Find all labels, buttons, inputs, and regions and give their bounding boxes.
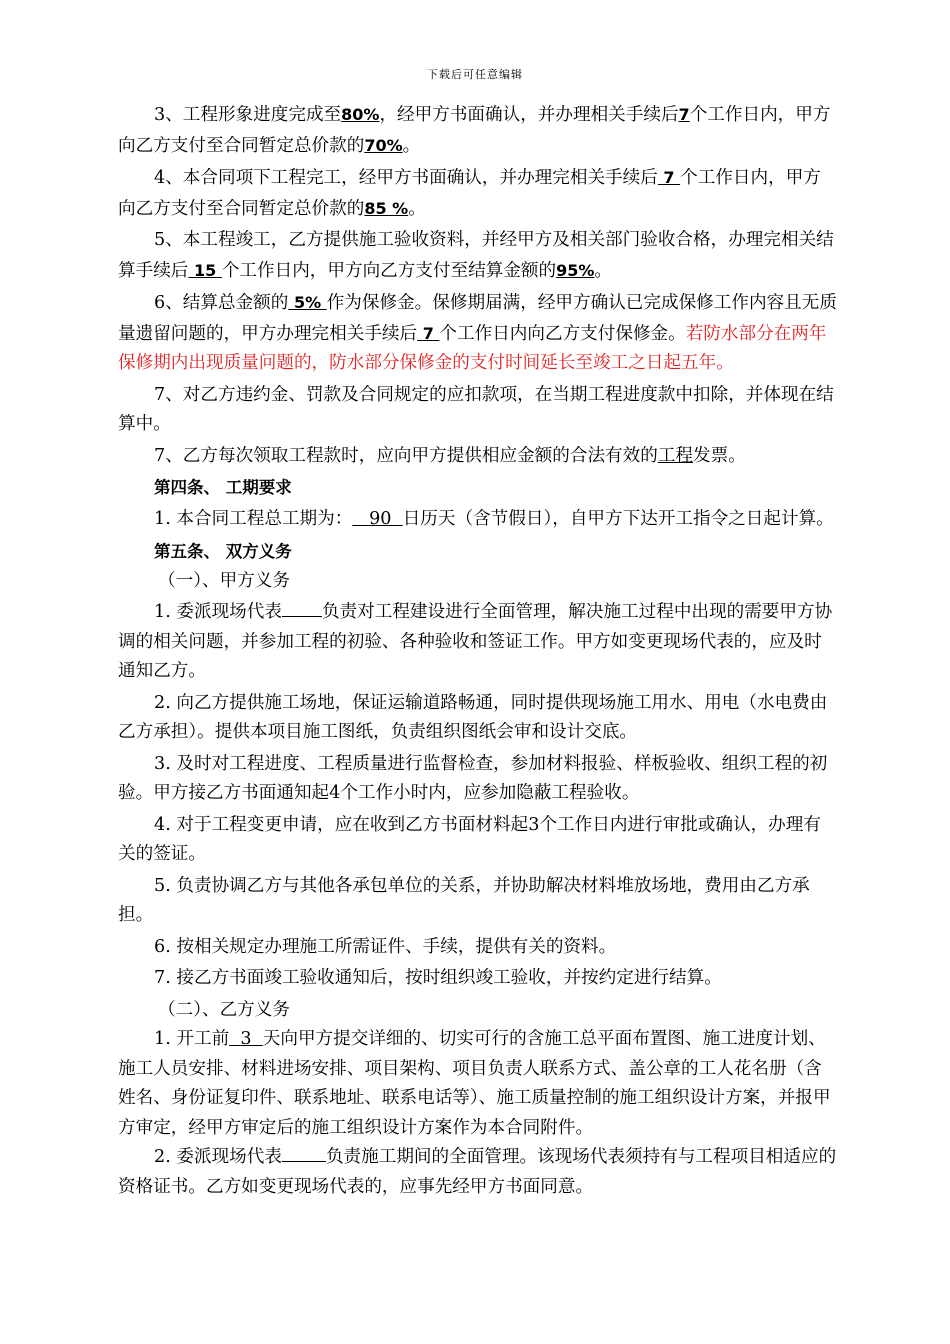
party-b-duty-2: 2. 委派现场代表 负责施工期间的全面管理。该现场代表须持有与工程项目相适应的资格证书。乙方如变更现场代表的，应事先经甲方书面同意。 [118, 1143, 838, 1202]
payment-clause-7b: 7、乙方每次领取工程款时，应向甲方提供相应金额的合法有效的工程发票。 [154, 445, 746, 466]
party-a-duty-6: 6. 按相关规定办理施工所需证件、手续，提供有关的资料。 [154, 936, 617, 957]
party-a-duty-4: 4. 对于工程变更申请，应在收到乙方书面材料起3个工作日内进行审批或确认，办理有关的签证。 [118, 814, 821, 864]
article-4-heading: 第四条、 工期要求 [154, 478, 292, 497]
representative-blank [282, 598, 322, 617]
workday-count: 7 [663, 168, 675, 187]
days-before-start: 3 [240, 1029, 252, 1049]
payment-clause-4: 4、本合同项下工程完工，经甲方书面确认，并办理完相关手续后 7 个工作日内，甲方向乙方支付至合同暂定总价款的85 %。 [118, 168, 821, 219]
payment-clause-6: 6、结算总金额的 5% 作为保修金。保修期届满，经甲方确认已完成保修工作内容且无质量遗留问题的，甲方办理完相关手续后 7 个工作日内向乙方支付保修金。若防水部分在两年保修期内出现质量问题的，防水部分保修金的支付时间延长至竣工之日起五年。 [118, 293, 837, 373]
retention-percent: 5% [293, 293, 322, 312]
waterproof-warranty-note: 若防水部分在两年保修期内出现质量问题的，防水部分保修金的支付时间延长至竣工之日起五年。 [118, 323, 827, 373]
party-b-duty-1: 1. 开工前 3 天向甲方提交详细的、切实可行的含施工总平面布置图、施工进度计划、施工人员安排、材料进场安排、项目架构、项目负责人联系方式、盖公章的工人花名册（含姓名、身份证复印件、联系地址、联系电话等）、施工质量控制的施工组织设计方案，并报甲方审定，经甲方审定后的施工组织设计方案作为本合同附件。 [118, 1029, 831, 1138]
payment-clause-7: 7、对乙方违约金、罚款及合同规定的应扣款项，在当期工程进度款中扣除，并体现在结算中。 [118, 384, 834, 434]
payment-clause-5: 5、本工程竣工，乙方提供施工验收资料，并经甲方及相关部门验收合格，办理完相关结算手续后 15 个工作日内，甲方向乙方支付至结算金额的95%。 [118, 230, 834, 281]
party-a-duty-1: 1. 委派现场代表 负责对工程建设进行全面管理，解决施工过程中出现的需要甲方协调的相关问题，并参加工程的初验、各种验收和签证工作。甲方如变更现场代表的，应及时通知乙方。 [118, 598, 838, 687]
payment-percent: 70% [364, 135, 403, 155]
article-5-heading: 第五条、 双方义务 [154, 542, 292, 561]
party-a-duty-2: 2. 向乙方提供施工场地，保证运输道路畅通，同时提供现场施工用水、用电（水电费由乙方承担）。提供本项目施工图纸，负责组织图纸会审和设计交底。 [118, 692, 828, 742]
payment-percent: 85 % [364, 198, 409, 218]
party-a-duties-title: （一）、甲方义务 [158, 570, 290, 591]
article-4-item-1: 1. 本合同工程总工期为： 90 日历天（含节假日），自甲方下达开工指令之日起计算。 [154, 508, 834, 529]
party-b-duties-title: （二）、乙方义务 [158, 999, 290, 1020]
page-header: 下载后可任意编辑 [427, 68, 523, 81]
party-a-duty-5: 5. 负责协调乙方与其他各承包单位的关系，并协助解决材料堆放场地，费用由乙方承担。 [118, 875, 810, 925]
party-a-duty-3: 3. 及时对工程进度、工程质量进行监督检查，参加材料报验、样板验收、组织工程的初验。甲方接乙方书面通知起4个工作小时内，应参加隐蔽工程验收。 [118, 753, 828, 803]
workday-count: 15 [193, 260, 217, 280]
representative-blank [282, 1143, 326, 1162]
party-a-duty-7: 7. 接乙方书面竣工验收通知后，按时组织竣工验收，并按约定进行结算。 [154, 968, 722, 988]
workday-count: 7 [678, 105, 690, 124]
payment-clause-3: 3、工程形象进度完成至80%，经甲方书面确认，并办理相关手续后7个工作日内，甲方向乙方支付至合同暂定总价款的70%。 [118, 105, 831, 156]
document-body [118, 100, 838, 1202]
workday-count: 7 [422, 323, 434, 343]
payment-percent: 95% [556, 260, 595, 280]
progress-percent: 80% [341, 105, 380, 124]
total-duration-days: 90 [369, 508, 392, 529]
